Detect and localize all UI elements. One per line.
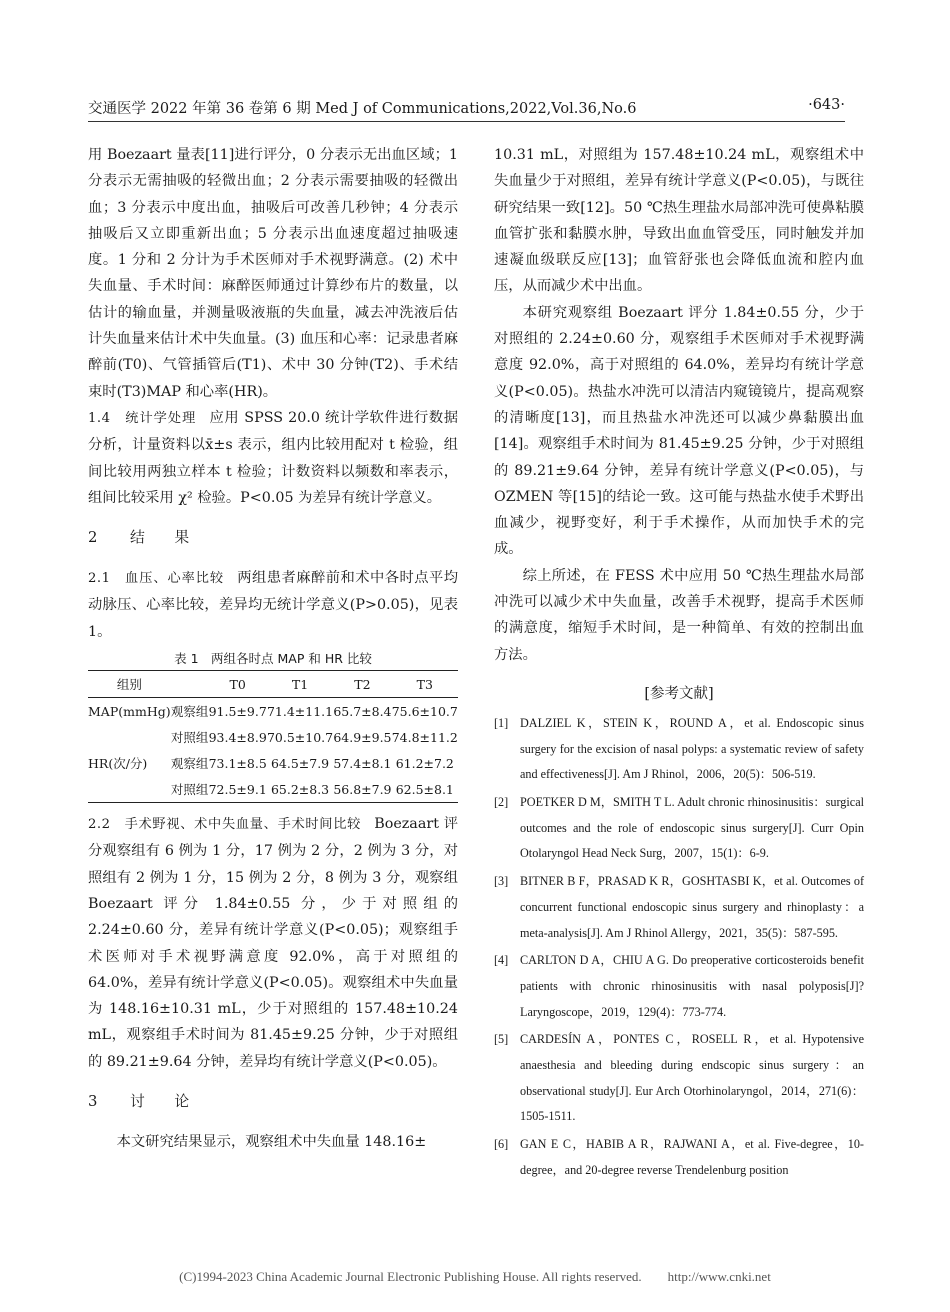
reference-number: [2] xyxy=(494,795,509,810)
table-cell: 93.4±8.9 xyxy=(208,729,267,745)
reference-list xyxy=(494,711,864,1184)
header-cell: T3 xyxy=(416,676,433,692)
reference-text: POETKER D M，SMITH T L. Adult chronic rhinosinusitis：surgical outcomes and the role of endoscopic sinus surgery[J]. Curr Opin Otolaryngol Head Neck Surg，2007，15(1)：6-9. xyxy=(520,795,864,861)
reference-number: [6] xyxy=(494,1137,509,1152)
table-cell: 65.2±8.3 xyxy=(270,781,330,797)
reference-item xyxy=(494,1132,864,1183)
table-cell: 对照组 xyxy=(170,782,209,798)
references-heading: [参考文献] xyxy=(644,685,714,702)
table-cell xyxy=(88,724,171,750)
reference-item xyxy=(494,869,864,946)
subsection-text: 两组患者麻醉前和术中各时点平均动脉压、心率比较，差异均无统计学意义(P>0.05)，见表 1。 xyxy=(88,570,459,640)
table-row xyxy=(88,750,458,776)
table-cell: 61.2±7.2 xyxy=(395,755,454,771)
reference-item xyxy=(494,711,864,788)
table-cell: 观察组 xyxy=(170,756,209,772)
table-row xyxy=(88,698,458,725)
reference-text: GAN E C，HABIB A R，RAJWANI A，et al. Five-degree，10-degree，and 20-degree reverse Trendelenburg position xyxy=(520,1137,864,1177)
header-cell: 组别 xyxy=(116,677,142,693)
section-title: 讨 论 xyxy=(129,1093,190,1111)
table-header-row xyxy=(88,671,458,698)
journal-citation: 交通医学 2022 年第 36 卷第 6 期 Med J of Communications,2022,Vol.36,No.6 xyxy=(88,101,637,117)
reference-number: [1] xyxy=(494,715,509,730)
header-cell xyxy=(171,671,209,698)
section-title: 结 果 xyxy=(129,529,190,547)
reference-text: CARDESÍN A，PONTES C，ROSELL R，et al. Hypotensive anaesthesia and bleeding during endscopic sinus surgery：an observational study[J]. Eur Arch Otorhinolaryngol，2014，271(6)：1505-1511. xyxy=(520,1032,864,1124)
reference-text: BITNER B F，PRASAD K R，GOSHTASBI K，et al. Outcomes of concurrent functional endoscopic sinus surgery and rhinoplasty：a meta-analysis[J]. Am J Rhinol Allergy，2021，35(5)：587-595. xyxy=(520,874,864,940)
table-cell: 对照组 xyxy=(170,730,209,746)
running-header xyxy=(88,97,845,119)
page-number: ·643· xyxy=(808,97,845,113)
reference-item xyxy=(494,1027,864,1130)
discussion-paragraph: 本文研究结果显示，观察组术中失血量 148.16± xyxy=(116,1134,427,1151)
table-cell: 74.8±11.2 xyxy=(391,729,458,745)
table-cell: 73.1±8.5 xyxy=(208,755,267,771)
discussion-paragraph: 10.31 mL，对照组为 157.48±10.24 mL，观察组术中失血量少于对照组，差异有统计学意义(P<0.05)，与既往研究结果一致[12]。50 ℃热生理盐水局部冲洗可使鼻粘膜血管扩张和黏膜水肿，导致出血血管受压，同时触发并加速凝血级联反应[13]；血管舒张也会降低血流和腔内血压，从而减少术中出血。 xyxy=(494,147,864,295)
subsection-text: Boezaart 评分观察组有 6 例为 1 分，17 例为 2 分，2 例为 3 分，对照组有 2 例为 1 分，15 例为 2 分，8 例为 3 分，观察组 Boezaart 评分 1.84±0.55 分，少于对照组的 2.24±0.60 分，差异有统计学意义(P<0.05)；观察组手术医师对手术视野满意度 92.0%，高于对照组的 64.0%，差异有统计学意义(P<0.05)。观察组术中失血量为 148.16±10.31 mL，少于对照组的 157.48±10.24 mL，观察组手术时间为 81.45±9.25 分钟，少于对照组的 89.21±9.64 分钟，差异均有统计学意义(P<0.05)。 xyxy=(88,816,458,1070)
reference-number: [5] xyxy=(494,1032,509,1047)
header-rule xyxy=(88,121,845,122)
results-table xyxy=(88,670,458,803)
subsection-heading: 1.4 统计学处理 xyxy=(88,410,197,426)
table-cell: 71.4±11.1 xyxy=(266,703,334,719)
subsection-heading: 2.2 手术野视、术中失血量、手术时间比较 xyxy=(88,817,362,833)
table-row xyxy=(88,776,458,803)
table-cell xyxy=(88,776,171,803)
subsection-text: 应用 SPSS 20.0 统计学软件进行数据分析，计量资料以x̄±s 表示，组内比较用配对 t 检验，组间比较用两独立样本 t 检验；计数资料以频数和率表示，组间比较采用 χ² 检验。P<0.05 为差异有统计学意义。 xyxy=(88,409,458,506)
section-1-4 xyxy=(88,405,458,511)
header-cell: T1 xyxy=(291,676,309,692)
conclusion-paragraph: 综上所述，在 FESS 术中应用 50 ℃热生理盐水局部冲洗可以减少术中失血量，改善手术视野，提高手术医师的满意度，缩短手术时间，是一种简单、有效的控制出血方法。 xyxy=(494,567,864,663)
section-heading-discussion xyxy=(88,1089,458,1115)
table-cell: 56.8±7.9 xyxy=(333,781,392,797)
method-paragraph: 用 Boezaart 量表[11]进行评分，0 分表示无出血区域；1 分表示无需抽吸的轻微出血；2 分表示需要抽吸的轻微出血；3 分表示中度出血，抽吸后可改善几秒钟；4 分表示抽吸后又立即重新出血；5 分表示出血速度超过抽吸速度。1 分和 2 分计为手术医师对手术视野满意。(2) 术中失血量、手术时间：麻醉医师通过计算纱布片的数量，以估计的输血量，并测量吸液瓶的失血量，减去冲洗液后估计失血量来估计术中失血量。(3) 血压和心率：记录患者麻醉前(T0)、气管插管后(T1)、术中 30 分钟(T2)、手术结束时(T3)MAP 和心率(HR)。 xyxy=(88,147,458,400)
reference-number: [3] xyxy=(494,874,509,889)
reference-text: DALZIEL K，STEIN K，ROUND A，et al. Endoscopic sinus surgery for the excision of nasal polyps: a systematic review of safety and effectiveness[J]. Am J Rhinol，2006，20(5)：506-519. xyxy=(520,715,864,782)
table-cell: 72.5±9.1 xyxy=(208,781,267,797)
section-2-2 xyxy=(88,811,458,1075)
left-column xyxy=(88,142,458,1155)
table-cell: 57.4±8.1 xyxy=(333,755,392,771)
reference-item xyxy=(494,948,864,1025)
table-cell: 64.5±7.9 xyxy=(270,755,330,771)
table-caption: 表 1 两组各时点 MAP 和 HR 比较 xyxy=(174,651,372,667)
section-heading-results xyxy=(88,525,458,551)
reference-number: [4] xyxy=(494,953,509,968)
table-cell: MAP(mmHg) xyxy=(88,703,171,719)
table-cell: 64.9±9.5 xyxy=(333,729,392,745)
reference-text: CARLTON D A，CHIU A G. Do preoperative corticosteroids benefit patients with chronic rhinosinusitis with nasal polyposis[J]? Laryngoscope，2019，129(4)：773-774. xyxy=(520,953,864,1019)
table-cell: 70.5±10.7 xyxy=(266,729,334,745)
copyright-footer: (C)1994-2023 China Academic Journal Electronic Publishing House. All rights reserved. http://www.cnki.net xyxy=(179,1269,771,1284)
table-row xyxy=(88,724,458,750)
table-cell: 62.5±8.1 xyxy=(395,781,454,797)
table-cell: 观察组 xyxy=(170,704,209,720)
section-number: 2 xyxy=(88,529,98,547)
right-column xyxy=(494,142,864,1186)
section-2-1 xyxy=(88,565,458,645)
reference-item xyxy=(494,790,864,867)
table-cell: 91.5±9.7 xyxy=(208,703,267,719)
header-cell: T2 xyxy=(354,676,371,692)
table-cell: 75.6±10.7 xyxy=(391,703,458,719)
subsection-heading: 2.1 血压、心率比较 xyxy=(88,571,225,587)
discussion-paragraph: 本研究观察组 Boezaart 评分 1.84±0.55 分，少于对照组的 2.24±0.60 分，观察组手术医师对手术视野满意度 92.0%，高于对照组的 64.0%，差异均有统计学意义(P<0.05)。热盐水冲洗可以清洁内窥镜镜片，提高观察的清晰度[13]，而且热盐水冲洗还可以减少鼻黏膜出血[14]。观察组手术时间为 81.45±9.25 分钟，少于对照组的 89.21±9.64 分钟，差异有统计学意义(P<0.05)，与 OZMEN 等[15]的结论一致。这可能与热盐水使手术野出血减少，视野变好，利于手术操作，从而加快手术的完成。 xyxy=(494,304,864,558)
section-number: 3 xyxy=(88,1093,98,1111)
header-cell: T0 xyxy=(229,676,246,692)
table-cell: HR(次/分) xyxy=(88,756,148,772)
table-cell: 65.7±8.4 xyxy=(333,703,392,719)
